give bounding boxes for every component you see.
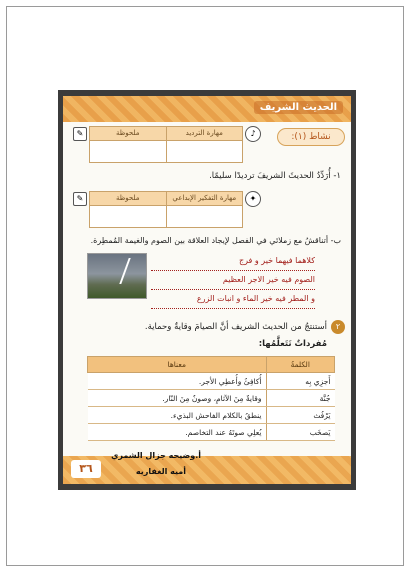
handwritten-name-1: أ.وضيحه جزال الشمري (111, 451, 201, 460)
page-number: ٣٦ (71, 460, 101, 478)
speaker-icon: ♪ (245, 126, 261, 142)
handwritten-name-2: أميه الغفاريه (135, 467, 186, 476)
lightbulb-icon: ✦ (245, 191, 261, 207)
column-header-meaning: معناها (88, 357, 267, 373)
header-banner (63, 96, 351, 122)
banner-title: الحديث الشريف (254, 101, 343, 114)
vocab-meaning: وقايةٌ مِنَ الآثامِ، وصونٌ مِنَ النّار. (88, 390, 267, 407)
vocab-meaning: ينطقُ بالكلام الفاحش البذيء. (88, 407, 267, 424)
vocab-meaning: أُكافِئُ وأُعطِي الأجر. (88, 373, 267, 390)
skill-cell (166, 205, 243, 227)
vocab-word: أَجزِي بِه (266, 373, 335, 390)
activity-badge: نشاط (١): (277, 128, 345, 146)
answer-lines (151, 256, 315, 313)
storm-cloud-image (87, 253, 147, 299)
table-row (88, 390, 335, 407)
column-header-word: الكلمةُ (266, 357, 335, 373)
question-2: أستنتجُ من الحديث الشريف أنَّ الصيامَ وقايةٌ وحماية. (144, 322, 327, 332)
vocab-word: يَصخَب (266, 424, 335, 441)
answer-line: و المطر فيه خير الماء و انبات الزرع (151, 294, 315, 309)
pencil-icon: ✎ (73, 192, 87, 206)
question-b: ب- أتناقشُ مع زملائي في الفصل لإيجاد العلاقة بين الصوم والغيمة المُمطِرة. (90, 236, 341, 245)
note-cell (90, 205, 166, 227)
vocab-title: مُفرداتٌ نَتَعلَّمُها: (258, 339, 327, 349)
skill-cell (166, 140, 243, 162)
table-row (88, 407, 335, 424)
note-cell (90, 140, 166, 162)
skill-name: مهارة التفكير الإبداعي (166, 192, 243, 205)
answer-line: كلاهما فيهما خير و فرج (151, 256, 315, 271)
note-label: ملحوظة (90, 192, 166, 205)
note-label: ملحوظة (90, 127, 166, 140)
vocab-meaning: يُعلِي صوتَهُ عند التخاصم. (88, 424, 267, 441)
answer-line: الصوم فيه خير الاجر العظيم (151, 275, 315, 290)
textbook-page (63, 96, 351, 484)
table-row (88, 373, 335, 390)
table-row (88, 424, 335, 441)
vocabulary-table (87, 356, 335, 441)
footer-banner (63, 456, 351, 484)
table-header-row (88, 357, 335, 373)
skill-box-creative-thinking (89, 191, 243, 228)
question-1: ١- أُرَدِّدُ الحديثَ الشريفَ ترديدًا سليمًا. (209, 171, 341, 181)
vocab-word: يَرْفُث (266, 407, 335, 424)
question-2-number: ٢ (331, 320, 345, 334)
skill-name: مهارة الترديد (166, 127, 243, 140)
vocab-word: جُنَّة (266, 390, 335, 407)
skill-box-repetition (89, 126, 243, 163)
pencil-icon: ✎ (73, 127, 87, 141)
lightning-icon (119, 258, 130, 284)
